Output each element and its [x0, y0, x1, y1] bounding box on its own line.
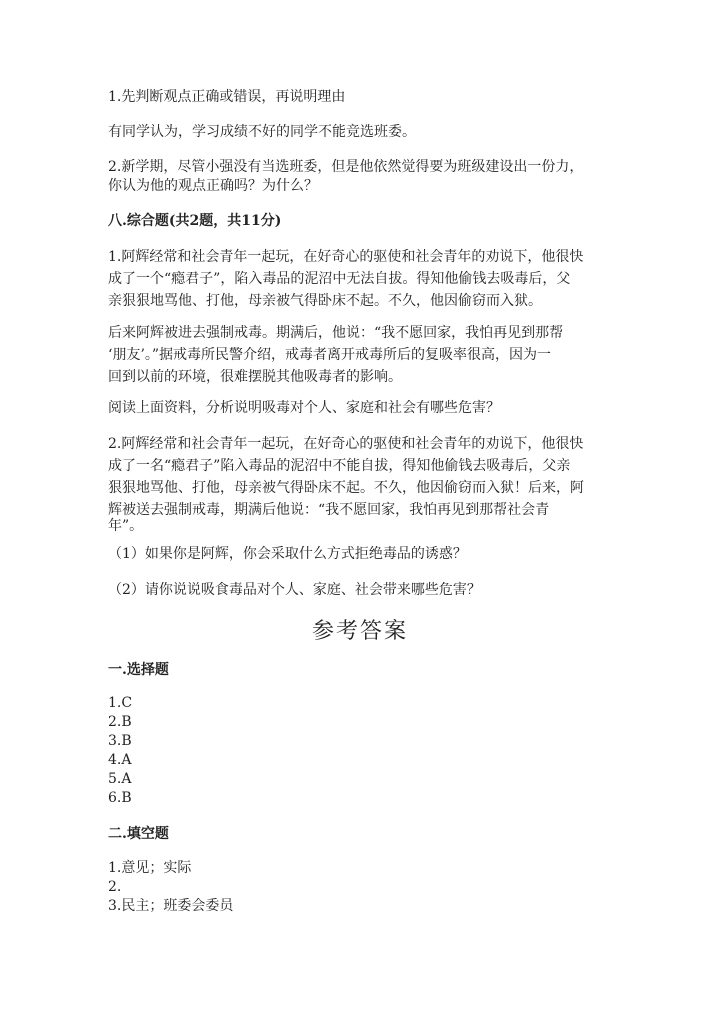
choice-answer: 5.A	[108, 771, 132, 787]
choice-answer: 3.B	[108, 733, 132, 749]
q8-2-line1: 2.阿辉经常和社会青年一起玩，在好奇心的驱使和社会青年的劝说下，他很快	[108, 436, 584, 452]
q8-2-line2: 成了一名“瘾君子”陷入毒品的泥沼中不能自拔，得知他偷钱去吸毒后，父亲	[108, 458, 571, 474]
choice-answer: 2.B	[108, 714, 132, 730]
q8-2-line3: 狠狠地骂他、打他，母亲被气得卧床不起。不久，他因偷窃而入狱！后来，阿	[108, 480, 584, 496]
choice-heading: 一.选择题	[108, 662, 169, 678]
fill-answer-list	[108, 859, 233, 916]
q7-2-line-1: 2.新学期，尽管小强没有当选班委，但是他依然觉得要为班级建设出一份力，	[108, 159, 584, 175]
q8-1-para2-line2: ‘朋友’。”据戒毒所民警介绍，戒毒者离开戒毒所后的复吸率很高，因为一	[108, 347, 552, 363]
q8-1-para2-line3: 回到以前的环境，很难摆脱其他吸毒者的影响。	[108, 369, 402, 385]
q8-2-line5: 年”。	[108, 518, 144, 534]
choice-answer: 6.B	[108, 790, 132, 806]
fill-answer: 2.	[108, 879, 122, 895]
q8-2-line4: 辉被送去强制戒毒，期满后他说：“我不愿回家，我怕再见到那帮社会青	[108, 502, 550, 518]
q7-1-title: 1.先判断观点正确或错误，再说明理由	[108, 89, 346, 105]
q8-2-sub1: （1）如果你是阿辉，你会采取什么方式拒绝毒品的诱惑？	[108, 546, 467, 562]
answers-title: 参考答案	[311, 619, 408, 644]
fill-answer: 1.意见；实际	[108, 860, 192, 876]
q8-1-question: 阅读上面资料，分析说明吸毒对个人、家庭和社会有哪些危害？	[108, 400, 500, 416]
choice-answer-list	[108, 694, 132, 808]
q8-1-para1-line1: 1.阿辉经常和社会青年一起玩，在好奇心的驱使和社会青年的劝说下，他很快	[108, 249, 584, 265]
section-8-heading: 八.综合题(共2题，共11分)	[108, 213, 282, 229]
q8-1-para1-line3: 亲狠狠地骂他、打他，母亲被气得卧床不起。不久，他因偷窃而入狱。	[108, 293, 542, 309]
choice-answer: 1.C	[108, 695, 133, 711]
q8-1-para2-line1: 后来阿辉被进去强制戒毒。期满后，他说：“我不愿回家，我怕再见到那帮	[108, 325, 564, 341]
q8-1-para1-line2: 成了一个“瘾君子”，陷入毒品的泥沼中无法自拔。得知他偷钱去吸毒后，父	[108, 271, 571, 287]
fill-heading: 二.填空题	[108, 826, 169, 842]
q8-2-sub2: （2）请你说说吸食毒品对个人、家庭、社会带来哪些危害？	[108, 582, 481, 598]
fill-answer: 3.民主；班委会委员	[108, 898, 234, 914]
q7-2-line-2: 你认为他的观点正确吗？为什么？	[108, 178, 318, 194]
q7-1-statement: 有同学认为，学习成绩不好的同学不能竞选班委。	[108, 124, 416, 140]
choice-answer: 4.A	[108, 752, 132, 768]
